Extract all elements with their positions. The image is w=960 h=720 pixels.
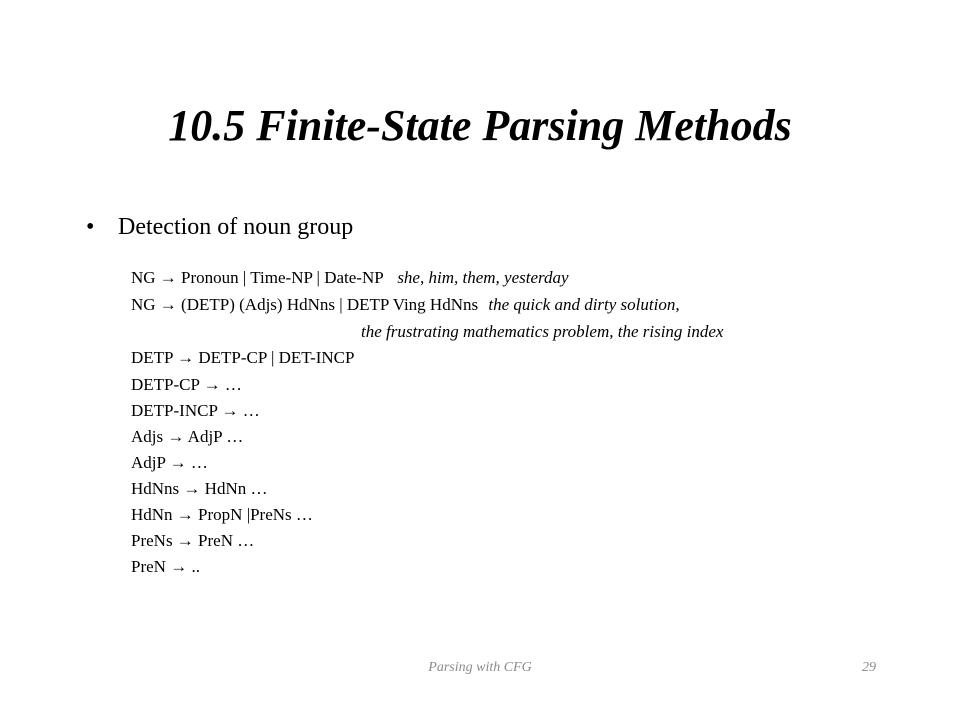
- grammar-rule-line: [131, 451, 208, 475]
- grammar-rule: Adjs → AdjP …: [131, 427, 244, 446]
- grammar-rule: PreN → ..: [131, 557, 200, 576]
- rule-example: she, him, them, yesterday: [397, 268, 569, 287]
- rule-example: the frustrating mathematics problem, the rising index: [361, 322, 724, 341]
- grammar-rule-line: [131, 399, 260, 423]
- grammar-rule-line: [131, 503, 313, 527]
- grammar-rule: HdNn → PropN |PreNs …: [131, 505, 313, 524]
- grammar-rule: PreNs → PreN …: [131, 531, 255, 550]
- bullet-marker: •: [86, 214, 95, 240]
- grammar-rule-line: [131, 425, 243, 449]
- slide-title: 10.5 Finite-State Parsing Methods: [168, 101, 792, 150]
- grammar-rule-line: [131, 346, 354, 370]
- grammar-rule-line: [131, 373, 242, 397]
- grammar-rule: HdNns → HdNn …: [131, 479, 268, 498]
- grammar-rule-line: [131, 529, 254, 553]
- bullet-item: [86, 210, 353, 244]
- grammar-rule: DETP-CP → …: [131, 375, 242, 394]
- grammar-rule-line: [131, 477, 267, 501]
- grammar-rule-line: [361, 320, 723, 344]
- grammar-rule-line: [131, 293, 680, 317]
- rule-example: the quick and dirty solution,: [488, 295, 680, 314]
- page-number: 29: [862, 660, 876, 675]
- grammar-rule-line: [131, 266, 569, 290]
- footer-text: Parsing with CFG: [428, 660, 532, 675]
- grammar-rule-line: [131, 555, 200, 579]
- grammar-rule: DETP-INCP → …: [131, 401, 260, 420]
- bullet-text: Detection of noun group: [118, 214, 354, 240]
- grammar-rule: DETP → DETP-CP | DET-INCP: [131, 348, 355, 367]
- grammar-rule: NG → (DETP) (Adjs) HdNns | DETP Ving HdNns: [131, 295, 479, 314]
- grammar-rule: AdjP → …: [131, 453, 208, 472]
- grammar-rule: NG → Pronoun | Time-NP | Date-NP: [131, 268, 384, 287]
